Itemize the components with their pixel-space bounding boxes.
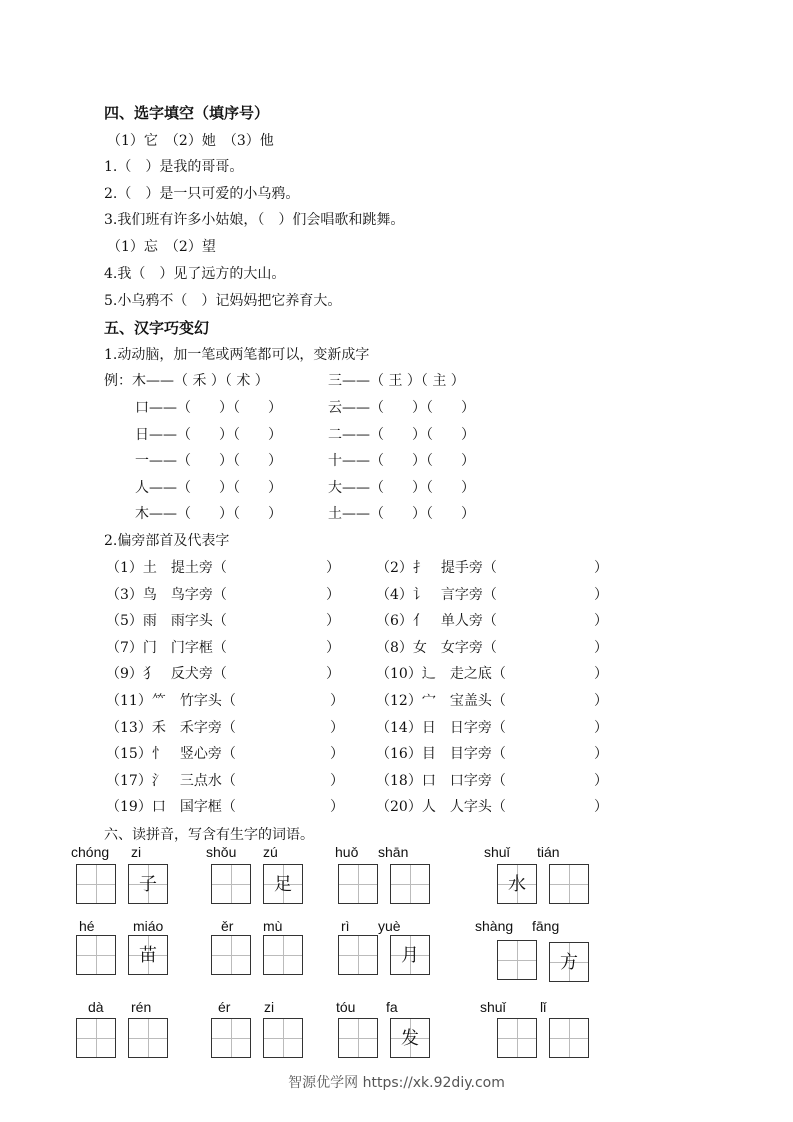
radical-left: （7）门 门字框（ (106, 639, 227, 656)
tianzige-box[interactable] (390, 1018, 430, 1058)
tianzige-box[interactable] (338, 864, 378, 904)
radical-close: ） (326, 666, 340, 683)
box-char: 苗 (139, 945, 157, 966)
radical-left: （9）犭 反犬旁（ (106, 666, 227, 683)
radical-right: （8）女 女字旁（ (376, 639, 497, 656)
radical-close: ） (594, 719, 608, 736)
tianzige-box[interactable] (338, 935, 378, 975)
pinyin-label: miáo (133, 918, 164, 934)
radical-close: ） (326, 586, 340, 603)
tianzige-box[interactable] (390, 864, 430, 904)
radical-right: （10）辶 走之底（ (376, 666, 506, 683)
radical-right: （6）亻 单人旁（ (376, 613, 497, 630)
radical-left: （3）鸟 鸟字旁（ (106, 586, 227, 603)
stroke-row-left: 人——（ ）（ ） (135, 480, 282, 496)
tianzige-box[interactable] (263, 1018, 303, 1058)
radical-right: （16）目 目字旁（ (376, 746, 506, 763)
tianzige-box[interactable] (211, 935, 251, 975)
stroke-row-left: 一——（ ）（ ） (135, 453, 282, 469)
radical-close: ） (594, 693, 608, 709)
tianzige-box[interactable] (263, 864, 303, 904)
radical-close: ） (330, 799, 344, 816)
radical-left: （1）土 提土旁（ (106, 560, 227, 576)
radical-left: （5）雨 雨字头（ (106, 613, 227, 630)
tianzige-box[interactable] (211, 1018, 251, 1058)
tianzige-box[interactable] (211, 864, 251, 904)
box-char (77, 1019, 115, 1057)
pinyin-label: rén (131, 999, 152, 1015)
tianzige-box[interactable] (263, 935, 303, 975)
box-char: 方 (560, 952, 578, 973)
pinyin-label: shǒu (206, 844, 237, 860)
pinyin-label: mù (263, 918, 283, 934)
options-2: （1）忘 （2）望 (107, 239, 216, 255)
box-char (264, 1019, 302, 1057)
box-char: 发 (401, 1028, 419, 1049)
section6-title: 六、读拼音，写含有生字的词语。 (104, 827, 314, 843)
stroke-row-right: 二——（ ）（ ） (328, 427, 475, 443)
pinyin-label: tián (537, 844, 560, 860)
stroke-row-left: 例：木——（ 禾 ）（ 术 ） (104, 373, 269, 389)
radical-close: ） (326, 560, 340, 576)
radical-close: ） (330, 772, 344, 789)
section4-title: 四、选字填空（填序号） (104, 104, 270, 122)
radical-right: （4）讠 言字旁（ (376, 586, 497, 603)
pinyin-label: ér (218, 999, 231, 1015)
pinyin-label: rì (341, 918, 350, 934)
pinyin-label: shàng (475, 918, 514, 934)
box-char (212, 1019, 250, 1057)
stroke-row-right: 大——（ ）（ ） (328, 480, 475, 496)
tianzige-box[interactable] (497, 864, 537, 904)
pinyin-label: shuǐ (484, 844, 510, 860)
tianzige-box[interactable] (128, 935, 168, 975)
tianzige-box[interactable] (497, 1018, 537, 1058)
pinyin-label: shuǐ (480, 999, 506, 1015)
radical-left: （19）口 国字框（ (106, 799, 236, 816)
footer-watermark: 智源优学网 https://xk.92diy.com (288, 1075, 505, 1091)
radical-left: （13）禾 禾字旁（ (106, 719, 236, 736)
radical-right: （20）人 人字头（ (376, 799, 506, 816)
radical-close: ） (326, 613, 340, 630)
radical-right: （14）日 日字旁（ (376, 719, 506, 736)
pinyin-label: yuè (378, 918, 401, 934)
radical-close: ） (326, 639, 340, 656)
pinyin-label: shān (378, 844, 409, 860)
tianzige-box[interactable] (128, 1018, 168, 1058)
radical-close: ） (330, 693, 344, 709)
pinyin-label: chóng (71, 844, 110, 860)
part2-title: 2.偏旁部首及代表字 (104, 533, 230, 549)
radical-close: ） (594, 560, 608, 576)
tianzige-box[interactable] (497, 940, 537, 980)
box-char (77, 865, 115, 903)
stroke-row-left: 口——（ ）（ ） (135, 400, 282, 416)
stroke-row-left: 日——（ ）（ ） (135, 427, 282, 443)
box-char (339, 865, 377, 903)
box-char (212, 936, 250, 974)
stroke-row-right: 云——（ ）（ ） (328, 400, 475, 416)
stroke-row-left: 木——（ ）（ ） (135, 506, 282, 522)
box-char (77, 936, 115, 974)
box-char (550, 1019, 588, 1057)
pinyin-label: dà (88, 999, 104, 1015)
radical-left: （17）氵 三点水（ (106, 772, 236, 789)
tianzige-box[interactable] (76, 864, 116, 904)
box-char (339, 936, 377, 974)
pinyin-label: huǒ (335, 844, 359, 860)
box-char (264, 936, 302, 974)
part1-title: 1.动动脑，加一笔或两笔都可以，变新成字 (104, 347, 370, 363)
box-char (498, 941, 536, 979)
box-char (339, 1019, 377, 1057)
radical-close: ） (594, 772, 608, 789)
box-char: 子 (139, 874, 157, 895)
box-char (391, 865, 429, 903)
radical-close: ） (594, 639, 608, 656)
section5-title: 五、汉字巧变幻 (104, 319, 210, 337)
radical-close: ） (330, 719, 344, 736)
pinyin-label: tóu (336, 999, 356, 1015)
box-char (550, 865, 588, 903)
tianzige-box[interactable] (549, 864, 589, 904)
box-char: 水 (508, 874, 526, 895)
box-char (212, 865, 250, 903)
radical-left: （11）⺮ 竹字头（ (106, 693, 236, 709)
box-char: 月 (401, 945, 419, 966)
tianzige-box[interactable] (338, 1018, 378, 1058)
radical-right: （18）口 口字旁（ (376, 772, 506, 789)
pinyin-label: ěr (221, 918, 234, 934)
radical-close: ） (594, 746, 608, 763)
box-char (498, 1019, 536, 1057)
question-3: 3.我们班有许多小姑娘，（ ）们会唱歌和跳舞。 (104, 212, 405, 228)
radical-right: （2）扌 提手旁（ (376, 560, 497, 576)
pinyin-label: lǐ (540, 999, 547, 1015)
stroke-row-right: 十——（ ）（ ） (328, 453, 475, 469)
question-4: 4.我（ ）见了远方的大山。 (104, 266, 286, 282)
tianzige-box[interactable] (390, 935, 430, 975)
question-2: 2.（ ）是一只可爱的小乌鸦。 (104, 186, 300, 202)
radical-close: ） (594, 613, 608, 630)
box-char (129, 1019, 167, 1057)
radical-left: （15）忄 竖心旁（ (106, 746, 236, 763)
stroke-row-right: 土——（ ）（ ） (328, 506, 475, 522)
radical-close: ） (594, 799, 608, 816)
pinyin-label: fāng (532, 918, 560, 934)
tianzige-box[interactable] (549, 942, 589, 982)
tianzige-box[interactable] (128, 864, 168, 904)
pinyin-label: zú (263, 844, 278, 860)
pinyin-label: fa (386, 999, 398, 1015)
pinyin-label: zi (131, 844, 142, 860)
box-char: 足 (274, 874, 292, 895)
pinyin-label: hé (79, 918, 95, 934)
question-5: 5.小乌鸦不（ ）记妈妈把它养育大。 (104, 293, 342, 309)
tianzige-box[interactable] (76, 935, 116, 975)
tianzige-box[interactable] (549, 1018, 589, 1058)
radical-right: （12）宀 宝盖头（ (376, 693, 506, 709)
radical-close: ） (594, 666, 608, 683)
pinyin-label: zi (264, 999, 275, 1015)
stroke-row-right: 三——（ 王 ）（ 主 ） (328, 373, 465, 389)
radical-close: ） (330, 746, 344, 763)
radical-close: ） (594, 586, 608, 603)
tianzige-box[interactable] (76, 1018, 116, 1058)
question-1: 1.（ ）是我的哥哥。 (104, 159, 244, 175)
options-1: （1）它 （2）她 （3）他 (107, 133, 274, 149)
